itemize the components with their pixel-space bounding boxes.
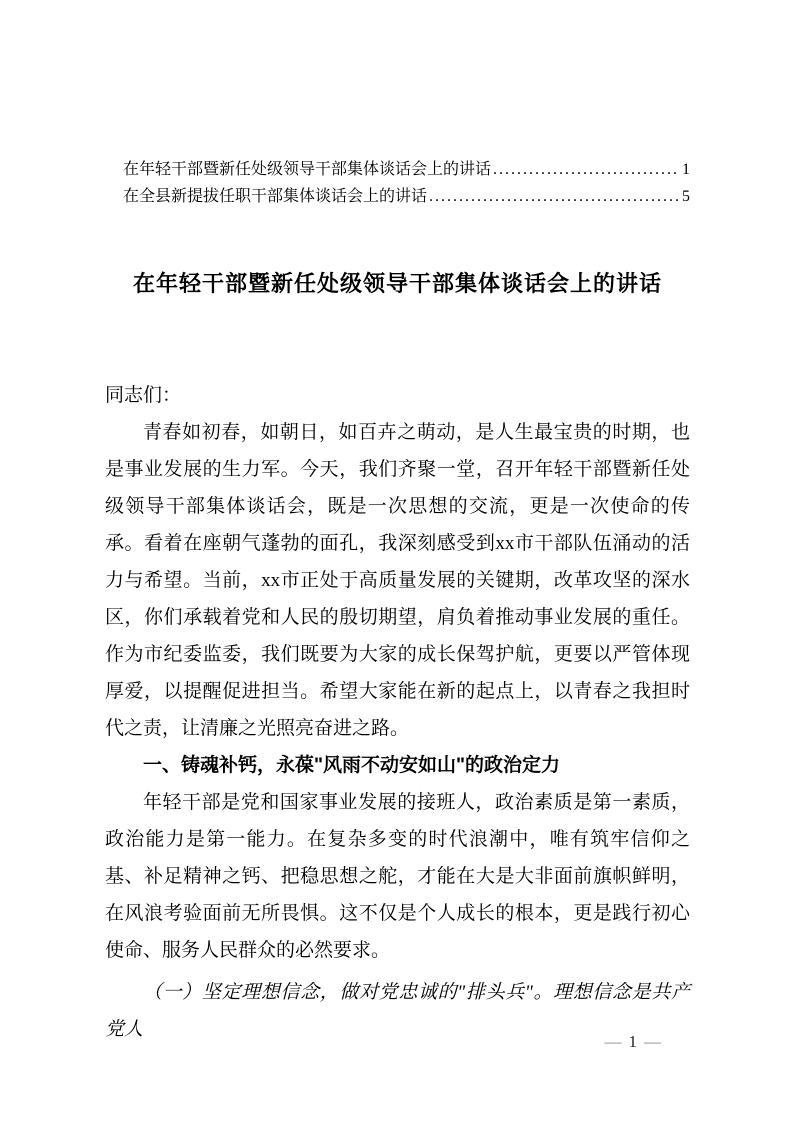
page-number-value: 1 [628,1032,638,1051]
paragraph-subpoint-lead: （一）坚定理想信念，做对党忠诚的"排头兵"。理想信念是共产党人 [105,982,690,1040]
toc-leader-dots [493,156,678,183]
toc-entry[interactable] [123,156,690,183]
paragraph-section-body: 年轻干部是党和国家事业发展的接班人，政治素质是第一素质，政治能力是第一能力。在复杂多变的时代浪潮中，唯有筑牢信仰之基、补足精神之钙、把稳思想之舵，才能在大是大非面前旗帜鲜明，在风浪考验面前无所畏惧。这不仅是个人成长的根本，更是践行初心使命、服务人民群众的必然要求。 [105,792,690,961]
page-number-footer [599,1032,669,1052]
toc-entry-title: 在年轻干部暨新任处级领导干部集体谈话会上的讲话 [123,161,492,178]
table-of-contents [105,0,690,210]
toc-leader-dots [429,183,678,210]
paragraph-opening: 青春如初春，如朝日，如百卉之萌动，是人生最宝贵的时期，也是事业发展的生力军。今天，我们齐聚一堂，召开年轻干部暨新任处级领导干部集体谈话会，既是一次思想的交流，更是一次使命的传承。看着在座朝气蓬勃的面孔，我深刻感受到xx市干部队伍涌动的活力与希望。当前，xx市正处于高质量发展的关键期，改革攻坚的深水区，你们承载着党和人民的殷切期望，肩负着推动事业发展的重任。作为市纪委监委，我们既要为大家的成长保驾护航，更要以严管体现厚爱，以提醒促进担当。希望大家能在新的起点上，以青春之我担时代之责，让清廉之光照亮奋进之路。 [105,422,690,739]
page-number-dash-right: — [644,1032,662,1051]
toc-entry-page-number: 5 [682,188,690,205]
article-title: 在年轻干部暨新任处级领导干部集体谈话会上的讲话 [132,271,662,296]
toc-entry-page-number: 1 [682,161,690,178]
section-heading: 一、铸魂补钙，永葆"风雨不动安如山"的政治定力 [143,755,561,776]
toc-entry[interactable] [123,183,690,210]
page-number-dash-left: — [604,1032,623,1051]
salutation: 同志们： [105,385,182,406]
toc-entry-title: 在全县新提拔任职干部集体谈话会上的讲话 [123,188,428,205]
page-content [105,0,690,1048]
